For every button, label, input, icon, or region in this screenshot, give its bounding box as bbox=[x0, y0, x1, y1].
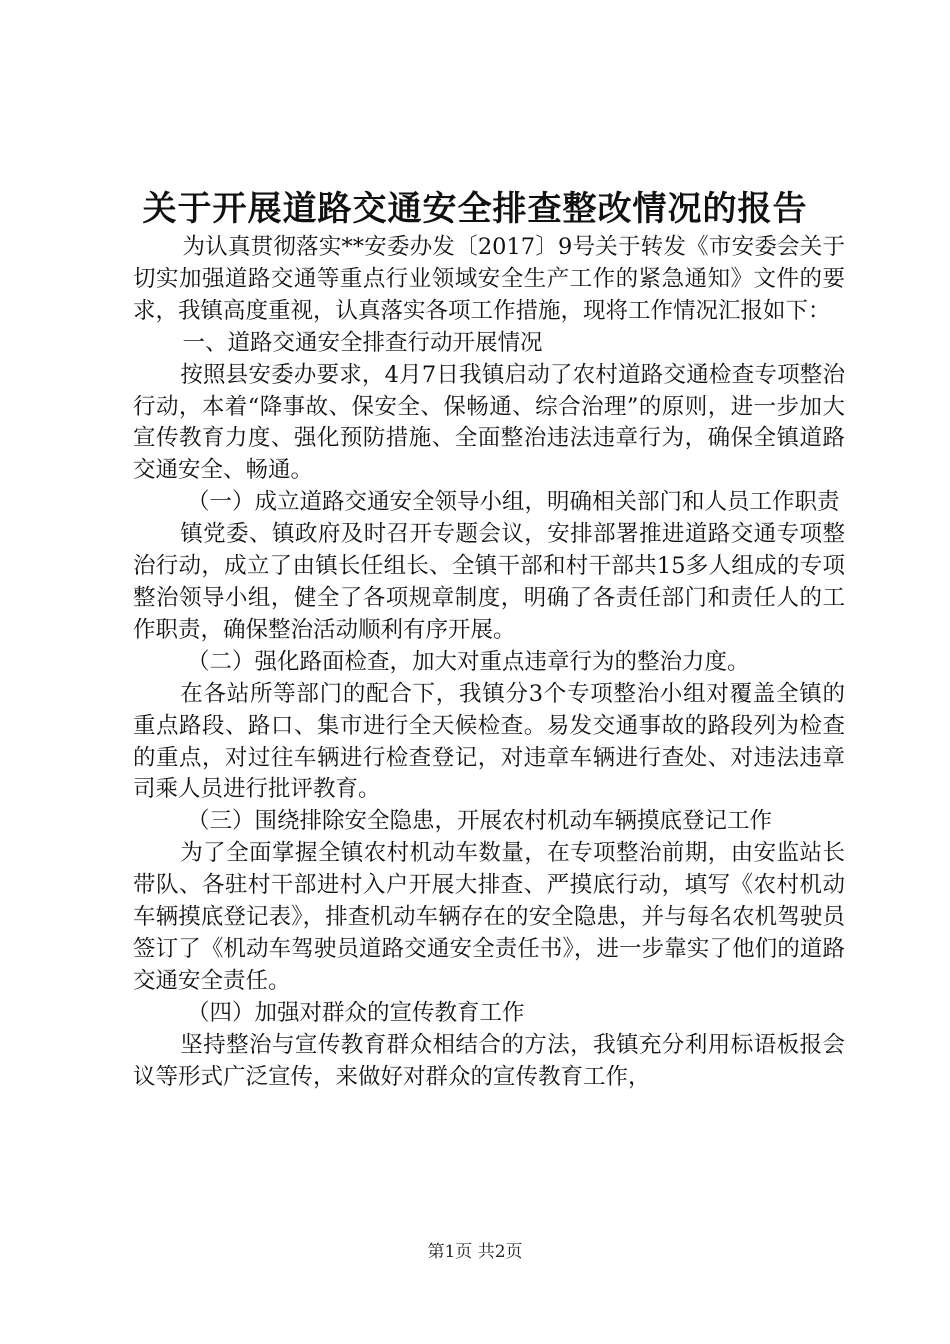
subsection-heading-3: （三）围绕排除安全隐患，开展农村机动车辆摸底登记工作 bbox=[187, 808, 773, 835]
body-paragraph: 按照县安委办要求，4月7日我镇启动了农村道路交通检查专项整治行动，本着“降事故、保安全、保畅通、综合治理”的原则，进一步加大宣传教育力度、强化预防措施、全面整治违法违章行为，确保全镇道路交通安全、畅通。 bbox=[133, 361, 845, 484]
body-paragraph: 在各站所等部门的配合下，我镇分3个专项整治小组对覆盖全镇的重点路段、路口、集市进行全天候检查。易发交通事故的路段列为检查的重点，对过往车辆进行检查登记，对违章车辆进行查处、对违法违章司乘人员进行批评教育。 bbox=[133, 680, 845, 803]
intro-paragraph: 为认真贯彻落实**安委办发〔2017〕9号关于转发《市安委会关于切实加强道路交通等重点行业领域安全生产工作的紧急通知》文件的要求，我镇高度重视，认真落实各项工作措施，现将工作情况汇报如下： bbox=[133, 234, 845, 324]
body-paragraph: 为了全面掌握全镇农村机动车数量，在专项整治前期，由安监站长带队、各驻村干部进村入户开展大排查、严摸底行动，填写《农村机动车辆摸底登记表》，排查机动车辆存在的安全隐患，并与每名农机驾驶员签订了《机动车驾驶员道路交通安全责任书》，进一步靠实了他们的道路交通安全责任。 bbox=[133, 840, 845, 994]
subsection-heading-1: （一）成立道路交通安全领导小组，明确相关部门和人员工作职责 bbox=[187, 489, 840, 516]
body-paragraph: 坚持整治与宣传教育群众相结合的方法，我镇充分利用标语板报会议等形式广泛宣传，来做好对群众的宣传教育工作， bbox=[133, 1031, 845, 1090]
section-heading-1: 一、道路交通安全排查行动开展情况 bbox=[182, 329, 543, 356]
document-body bbox=[133, 232, 845, 1093]
subsection-heading-4: （四）加强对群众的宣传教育工作 bbox=[187, 999, 525, 1026]
subsection-heading-2: （二）强化路面检查，加大对重点违章行为的整治力度。 bbox=[187, 648, 750, 675]
body-paragraph: 镇党委、镇政府及时召开专题会议，安排部署推进道路交通专项整治行动，成立了由镇长任组长、全镇干部和村干部共15多人组成的专项整治领导小组，健全了各项规章制度，明确了各责任部门和责任人的工作职责，确保整治活动顺利有序开展。 bbox=[133, 521, 845, 643]
document-title: 关于开展道路交通安全排查整改情况的报告 bbox=[142, 189, 808, 229]
page-number: 第1页 共2页 bbox=[427, 1242, 523, 1262]
